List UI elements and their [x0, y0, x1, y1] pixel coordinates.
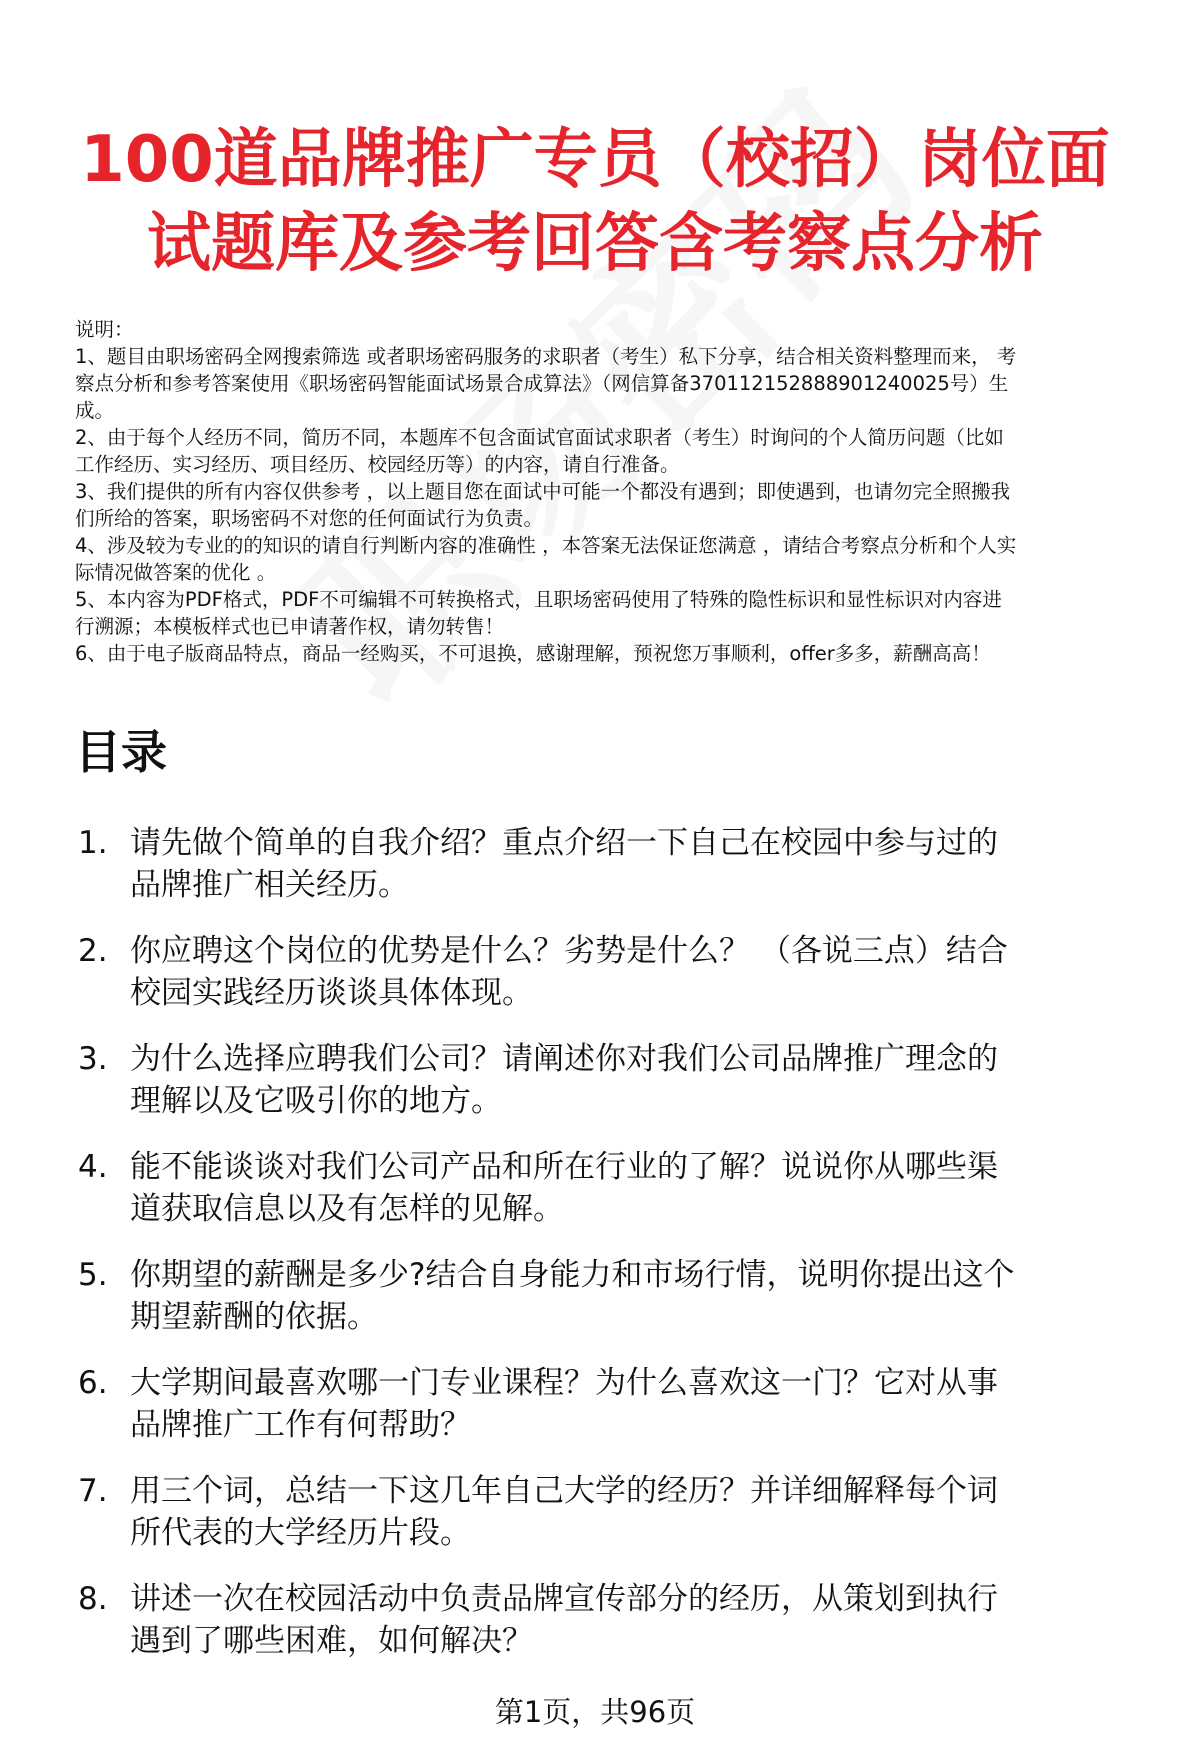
- toc-item-1[interactable]: [78, 822, 1178, 930]
- toc-item-text: [130, 1038, 1175, 1122]
- toc-item-text: [130, 1146, 1175, 1230]
- toc-item-text: [130, 930, 1175, 1014]
- toc-item-number: 8.: [78, 1581, 108, 1617]
- toc-heading: 目录: [75, 725, 167, 779]
- toc-item-line: 遇到了哪些困难，如何解决？: [130, 1623, 533, 1659]
- title-line-2: 试题库及参考回答含考察点分析: [147, 207, 1043, 281]
- toc-item-line: 能不能谈谈对我们公司产品和所在行业的了解？说说你从哪些渠: [130, 1149, 998, 1185]
- notes-line: 6、由于电子版商品特点，商品一经购买，不可退换，感谢理解，预祝您万事顺利，offer多多，薪酬高高！: [75, 642, 991, 665]
- toc-item-text: [130, 1254, 1175, 1338]
- notes-line: 4、涉及较为专业的的知识的请自行判断内容的准确性 ，本答案无法保证您满意 ，请结合考察点分析和个人实: [75, 534, 1017, 557]
- toc-item-7[interactable]: [78, 1470, 1178, 1578]
- notes-line: 际情况做答案的优化 。: [75, 561, 277, 584]
- toc-item-text: [130, 1578, 1175, 1662]
- document-title: [60, 118, 1130, 286]
- toc-item-number: 2.: [78, 933, 108, 969]
- notes-line: 3、我们提供的所有内容仅供参考 ，以上题目您在面试中可能一个都没有遇到；即使遇到，也请勿完全照搬我: [75, 480, 1011, 503]
- notes-line: 2、由于每个人经历不同，简历不同，本题库不包含面试官面试求职者（考生）时询问的个人简历问题（比如: [75, 426, 1004, 449]
- toc-item-line: 你应聘这个岗位的优势是什么？劣势是什么？ （各说三点）结合: [130, 933, 1008, 969]
- notes-line: 成。: [75, 399, 115, 422]
- toc-item-number: 3.: [78, 1041, 108, 1077]
- toc-item-line: 请先做个简单的自我介绍？重点介绍一下自己在校园中参与过的: [130, 825, 998, 861]
- toc-item-5[interactable]: [78, 1254, 1178, 1362]
- toc-item-text: [130, 1362, 1175, 1446]
- toc-item-number: 1.: [78, 825, 108, 861]
- toc-item-line: 你期望的薪酬是多少?结合自身能力和市场行情，说明你提出这个: [130, 1257, 1015, 1293]
- toc-item-line: 校园实践经历谈谈具体体现。: [130, 975, 533, 1011]
- toc-item-line: 大学期间最喜欢哪一门专业课程？为什么喜欢这一门？它对从事: [130, 1365, 998, 1401]
- toc-item-line: 品牌推广相关经历。: [130, 867, 409, 903]
- toc-item-line: 所代表的大学经历片段。: [130, 1515, 471, 1551]
- notes-line: 说明：: [75, 318, 134, 341]
- title-line-1: 100道品牌推广专员（校招）岗位面: [80, 123, 1110, 197]
- page-number: 第1页，共96页: [494, 1695, 696, 1729]
- toc-list: [78, 822, 1178, 1686]
- toc-item-line: 为什么选择应聘我们公司？请阐述你对我们公司品牌推广理念的: [130, 1041, 998, 1077]
- toc-item-text: [130, 1470, 1175, 1554]
- notes-line: 5、本内容为PDF格式，PDF不可编辑不可转换格式，且职场密码使用了特殊的隐性标识和显性标识对内容进: [75, 588, 1002, 611]
- notes-line: 察点分析和参考答案使用《职场密码智能面试场景合成算法》（网信算备370112152888901240025号）生: [75, 372, 1009, 395]
- notes-line: 工作经历、实习经历、项目经历、校园经历等）的内容，请自行准备。: [75, 453, 680, 476]
- toc-item-number: 7.: [78, 1473, 108, 1509]
- notes-line: 1、题目由职场密码全网搜索筛选 或者职场密码服务的求职者（考生）私下分享，结合相关资料整理而来， 考: [75, 345, 1017, 368]
- toc-item-number: 4.: [78, 1149, 108, 1185]
- toc-item-number: 5.: [78, 1257, 108, 1293]
- toc-item-line: 理解以及它吸引你的地方。: [130, 1083, 502, 1119]
- toc-item-number: 6.: [78, 1365, 108, 1401]
- toc-item-line: 期望薪酬的依据。: [130, 1299, 378, 1335]
- notes-line: 行溯源；本模板样式也已申请著作权，请勿转售！: [75, 615, 505, 638]
- toc-item-text: [130, 822, 1175, 906]
- toc-item-3[interactable]: [78, 1038, 1178, 1146]
- toc-item-2[interactable]: [78, 930, 1178, 1038]
- toc-item-4[interactable]: [78, 1146, 1178, 1254]
- notes-section: [75, 316, 1165, 667]
- toc-item-line: 讲述一次在校园活动中负责品牌宣传部分的经历，从策划到执行: [130, 1581, 998, 1617]
- notes-line: 们所给的答案，职场密码不对您的任何面试行为负责。: [75, 507, 544, 530]
- toc-item-6[interactable]: [78, 1362, 1178, 1470]
- toc-item-line: 用三个词，总结一下这几年自己大学的经历？并详细解释每个词: [130, 1473, 998, 1509]
- toc-item-line: 品牌推广工作有何帮助？: [130, 1407, 471, 1443]
- toc-item-8[interactable]: [78, 1578, 1178, 1686]
- toc-item-line: 道获取信息以及有怎样的见解。: [130, 1191, 564, 1227]
